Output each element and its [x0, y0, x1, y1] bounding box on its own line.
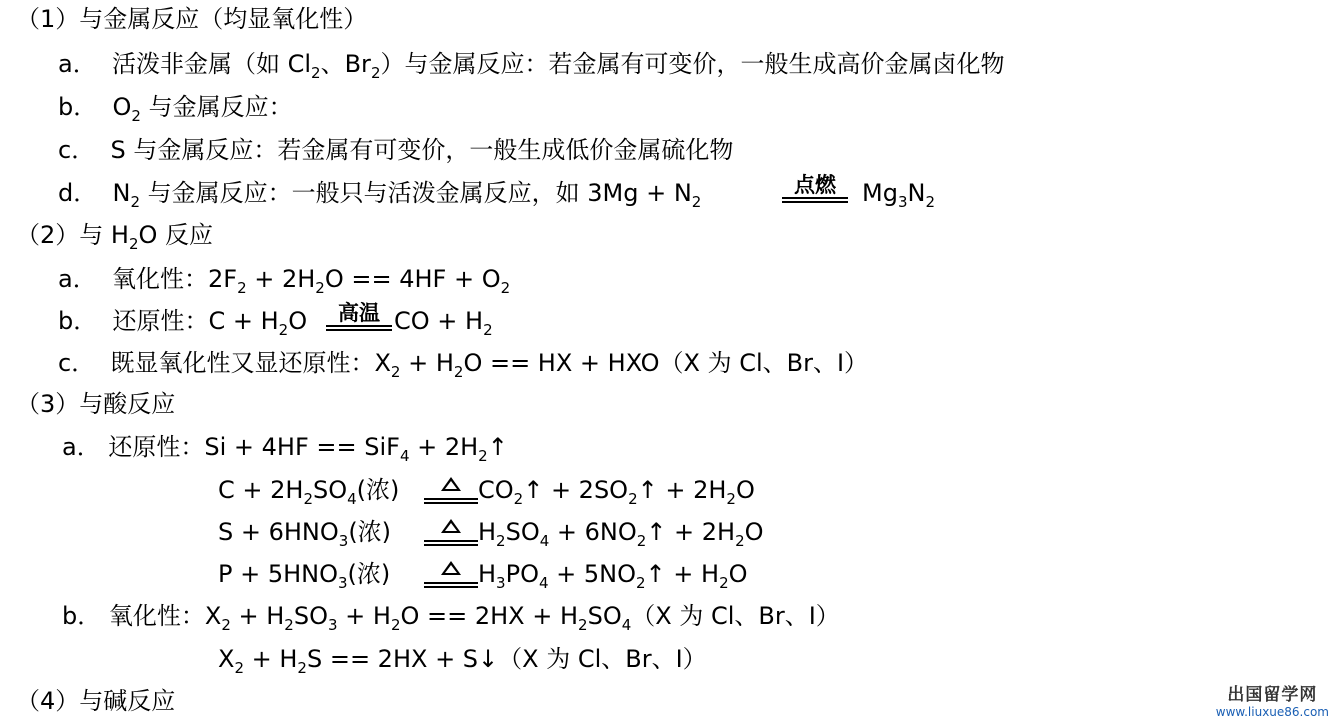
item-label: a．	[58, 50, 97, 78]
item-text: 与金属反应：	[140, 93, 293, 121]
product-formula: CO + $H_2$	[394, 307, 493, 339]
s2-item-a: a． 氧化性：$2F_2 + 2H_2O == 4HF + O_2$	[58, 265, 511, 297]
item-text: 活泼非金属（如 Cl	[111, 50, 312, 78]
s3-reaction-phosphorus	[218, 559, 818, 592]
product-formula: $H_3PO_4$ + $5NO_2↑ + H_2O$	[478, 560, 748, 592]
s3-item-a: a． 还原性：$Si + 4HF == SiF_4 + 2H_2↑$	[62, 433, 508, 465]
condition-label: 高温	[338, 301, 380, 325]
item-label: c．	[58, 349, 96, 377]
double-line-top	[782, 197, 848, 199]
double-line-bottom	[782, 201, 848, 203]
heat-triangle-icon	[441, 477, 461, 491]
item-label: b．	[58, 93, 98, 121]
subscript: 2	[311, 64, 321, 82]
double-line-top	[424, 540, 478, 542]
double-line-top	[424, 582, 478, 584]
product-formula: $CO_2↑$ + $2SO_2↑ + 2H_2O$	[478, 476, 755, 508]
item-label: d．	[58, 179, 98, 207]
double-line-bottom	[424, 502, 478, 504]
reaction-condition-heat	[424, 557, 478, 589]
s2-item-b: b． 还原性：$C + H_2O$ 高温 CO + $H_2$	[58, 301, 493, 339]
double-line-bottom	[424, 586, 478, 588]
s3-item-b: b． 氧化性：$X_2 + H_2SO_3 + H_2O == 2HX + H_2SO_4(X$ 为 Cl、Br、I）	[62, 602, 840, 634]
reactant-formula: $S + 6HNO_3$(浓)	[218, 518, 392, 550]
heat-triangle-icon	[441, 561, 461, 575]
subscript: 2	[131, 107, 141, 125]
reaction-condition-heat	[424, 515, 478, 547]
s3-item-b-line2: $X_2 + H_2S == 2HX$ + S↓（X 为 Cl、Br、I）	[218, 645, 707, 677]
reaction-condition-high-temp	[326, 301, 392, 336]
item-text: 与金属反应：一般只与活泼金属反应，如 3Mg + N	[140, 179, 692, 207]
item-label: c．	[58, 136, 96, 164]
reactant-formula: $C + 2H_2SO_4$(浓)	[218, 476, 400, 508]
item-text: O	[112, 93, 132, 121]
watermark-site-name: 出国留学网	[1227, 685, 1318, 705]
subscript: 2	[370, 64, 381, 82]
item-text: S 与金属反应：若金属有可变价，一般生成低价金属硫化物	[110, 136, 734, 164]
section-3-heading: （3）与酸反应	[16, 390, 176, 418]
reactant-formula: $P + 5HNO_3$(浓)	[218, 560, 391, 592]
item-label: a．	[62, 433, 101, 461]
s1-item-c	[58, 135, 733, 165]
item-label: b．	[62, 602, 102, 630]
subscript: 2	[691, 193, 702, 211]
section-1-heading: （1）与金属反应（均显氧化性）	[16, 5, 368, 33]
section-2-heading: （2）与 $H_2O$ 反应	[16, 221, 214, 253]
product-formula: $H_2SO_4$ + $6NO_2↑ + 2H_2O$	[478, 518, 764, 550]
s3-reaction-carbon	[218, 475, 818, 508]
double-line-top	[326, 325, 392, 327]
heat-triangle-icon	[441, 519, 461, 533]
item-text: N	[112, 179, 131, 207]
s1-item-b	[58, 92, 293, 125]
item-label: a．	[58, 265, 97, 293]
item-text: 、Br	[320, 50, 371, 78]
section-4-heading: （4）与碱反应	[16, 687, 176, 715]
subscript: 2	[128, 235, 139, 253]
reaction-condition-heat	[424, 473, 478, 505]
subscript: 2	[130, 193, 140, 211]
item-label: b．	[58, 307, 98, 335]
double-line-bottom	[424, 544, 478, 546]
reaction-condition-ignite	[782, 173, 848, 208]
s3-reaction-sulfur	[218, 517, 818, 550]
s1-item-d	[58, 173, 958, 211]
item-text: ）与金属反应：若金属有可变价，一般生成高价金属卤化物	[380, 50, 1005, 78]
double-line-bottom	[326, 329, 392, 331]
s2-item-c: c． 既显氧化性又显还原性：$X_2 + H_2O$ == HX + HXO（X 为 Cl、Br、I）	[58, 349, 869, 381]
product-formula: $Mg_3N_2$	[862, 179, 935, 211]
condition-label: 点燃	[794, 173, 836, 197]
s1-item-a	[58, 49, 1005, 82]
double-line-top	[424, 498, 478, 500]
site-watermark	[1216, 685, 1329, 719]
watermark-url: www.liuxue86.com	[1215, 705, 1329, 719]
